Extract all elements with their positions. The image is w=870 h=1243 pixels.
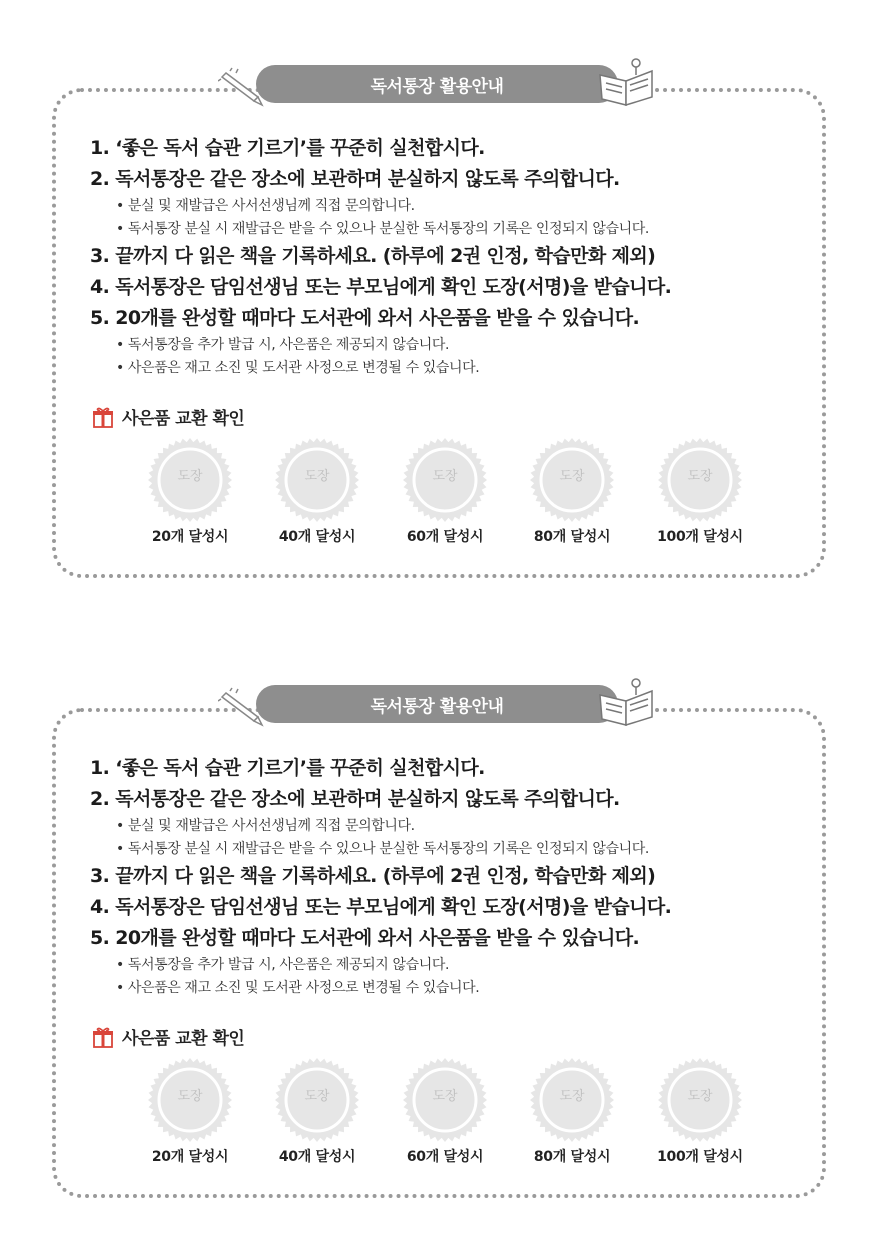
stamp-label: 도장 — [687, 469, 713, 484]
stamp-slot[interactable] — [655, 1058, 745, 1166]
guide-item-1: 1. ‘좋은 독서 습관 기르기’를 꾸준히 실천합시다. — [90, 137, 485, 159]
guide-note — [90, 815, 810, 838]
stamp-label: 도장 — [177, 469, 203, 484]
bullet-icon: • — [116, 337, 124, 353]
bullet-icon: • — [116, 841, 124, 857]
stamp-row — [145, 1058, 745, 1178]
stamp-label: 도장 — [559, 1089, 585, 1104]
stamp-label: 도장 — [304, 1089, 330, 1104]
bullet-icon: • — [116, 198, 124, 214]
gift-icon — [92, 1026, 114, 1048]
stamp-label: 도장 — [559, 469, 585, 484]
book-icon — [596, 675, 656, 727]
stamp-label: 도장 — [177, 1089, 203, 1104]
pencil-icon — [218, 67, 268, 107]
guide-item-5: 5. 20개를 완성할 때마다 도서관에 와서 사은품을 받을 수 있습니다. — [90, 927, 640, 949]
guide-note-text: 분실 및 재발급은 사서선생님께 직접 문의합니다. — [127, 818, 415, 834]
stamp-caption: 100개 달성시 — [657, 529, 743, 545]
guide-note — [90, 218, 810, 241]
stamp-slot[interactable] — [272, 1058, 362, 1166]
bullet-icon: • — [116, 980, 124, 996]
guide-note — [90, 954, 810, 977]
guide-note-text: 사은품은 재고 소진 및 도서관 사정으로 변경될 수 있습니다. — [127, 980, 480, 996]
bullet-icon: • — [116, 360, 124, 376]
gift-section-title: 사은품 교환 확인 — [122, 1029, 245, 1049]
stamp-caption: 40개 달성시 — [278, 1149, 356, 1165]
guide-card-1 — [0, 55, 870, 575]
stamp-caption: 20개 달성시 — [151, 529, 229, 545]
guide-item-3: 3. 끝까지 다 읽은 책을 기록하세요. (하루에 2권 인정, 학습만화 제외) — [90, 865, 656, 887]
guide-note-text: 독서통장을 추가 발급 시, 사은품은 제공되지 않습니다. — [127, 337, 449, 353]
stamp-label: 도장 — [432, 1089, 458, 1104]
stamp-row — [145, 438, 745, 558]
stamp-slot[interactable] — [655, 438, 745, 546]
stamp-caption: 60개 달성시 — [406, 529, 484, 545]
guide-item-1: 1. ‘좋은 독서 습관 기르기’를 꾸준히 실천합시다. — [90, 757, 485, 779]
bullet-icon: • — [116, 957, 124, 973]
guide-note-text: 독서통장을 추가 발급 시, 사은품은 제공되지 않습니다. — [127, 957, 449, 973]
stamp-caption: 80개 달성시 — [533, 1149, 611, 1165]
guide-item-2: 2. 독서통장은 같은 장소에 보관하며 분실하지 않도록 주의합니다. — [90, 168, 620, 190]
guide-list — [90, 753, 810, 1000]
guide-item-4: 4. 독서통장은 담임선생님 또는 부모님에게 확인 도장(서명)을 받습니다. — [90, 896, 672, 918]
stamp-caption: 100개 달성시 — [657, 1149, 743, 1165]
gift-icon — [92, 406, 114, 428]
guide-card-2 — [0, 675, 870, 1195]
pencil-icon — [218, 687, 268, 727]
gift-section-header — [92, 1024, 244, 1049]
stamp-label: 도장 — [687, 1089, 713, 1104]
bullet-icon: • — [116, 818, 124, 834]
stamp-slot[interactable] — [400, 1058, 490, 1166]
guide-item-2: 2. 독서통장은 같은 장소에 보관하며 분실하지 않도록 주의합니다. — [90, 788, 620, 810]
bullet-icon: • — [116, 221, 124, 237]
guide-note — [90, 977, 810, 1000]
guide-note — [90, 334, 810, 357]
guide-list — [90, 133, 810, 380]
stamp-label: 도장 — [304, 469, 330, 484]
stamp-slot[interactable] — [527, 438, 617, 546]
guide-note-text: 독서통장 분실 시 재발급은 받을 수 있으나 분실한 독서통장의 기록은 인정되지 않습니다. — [127, 841, 649, 857]
stamp-slot[interactable] — [400, 438, 490, 546]
stamp-caption: 20개 달성시 — [151, 1149, 229, 1165]
guide-item-4: 4. 독서통장은 담임선생님 또는 부모님에게 확인 도장(서명)을 받습니다. — [90, 276, 672, 298]
book-icon — [596, 55, 656, 107]
stamp-label: 도장 — [432, 469, 458, 484]
stamp-caption: 80개 달성시 — [533, 529, 611, 545]
stamp-slot[interactable] — [272, 438, 362, 546]
guide-note — [90, 357, 810, 380]
stamp-slot[interactable] — [527, 1058, 617, 1166]
guide-note — [90, 195, 810, 218]
guide-note-text: 사은품은 재고 소진 및 도서관 사정으로 변경될 수 있습니다. — [127, 360, 480, 376]
stamp-caption: 60개 달성시 — [406, 1149, 484, 1165]
stamp-slot[interactable] — [145, 438, 235, 546]
stamp-caption: 40개 달성시 — [278, 529, 356, 545]
stamp-slot[interactable] — [145, 1058, 235, 1166]
guide-item-3: 3. 끝까지 다 읽은 책을 기록하세요. (하루에 2권 인정, 학습만화 제외) — [90, 245, 656, 267]
guide-note-text: 독서통장 분실 시 재발급은 받을 수 있으나 분실한 독서통장의 기록은 인정되지 않습니다. — [127, 221, 649, 237]
guide-note — [90, 838, 810, 861]
gift-section-title: 사은품 교환 확인 — [122, 409, 245, 429]
guide-item-5: 5. 20개를 완성할 때마다 도서관에 와서 사은품을 받을 수 있습니다. — [90, 307, 640, 329]
card-title-tab: 독서통장 활용안내 — [256, 65, 618, 103]
guide-note-text: 분실 및 재발급은 사서선생님께 직접 문의합니다. — [127, 198, 415, 214]
card-title-tab: 독서통장 활용안내 — [256, 685, 618, 723]
gift-section-header — [92, 404, 244, 429]
